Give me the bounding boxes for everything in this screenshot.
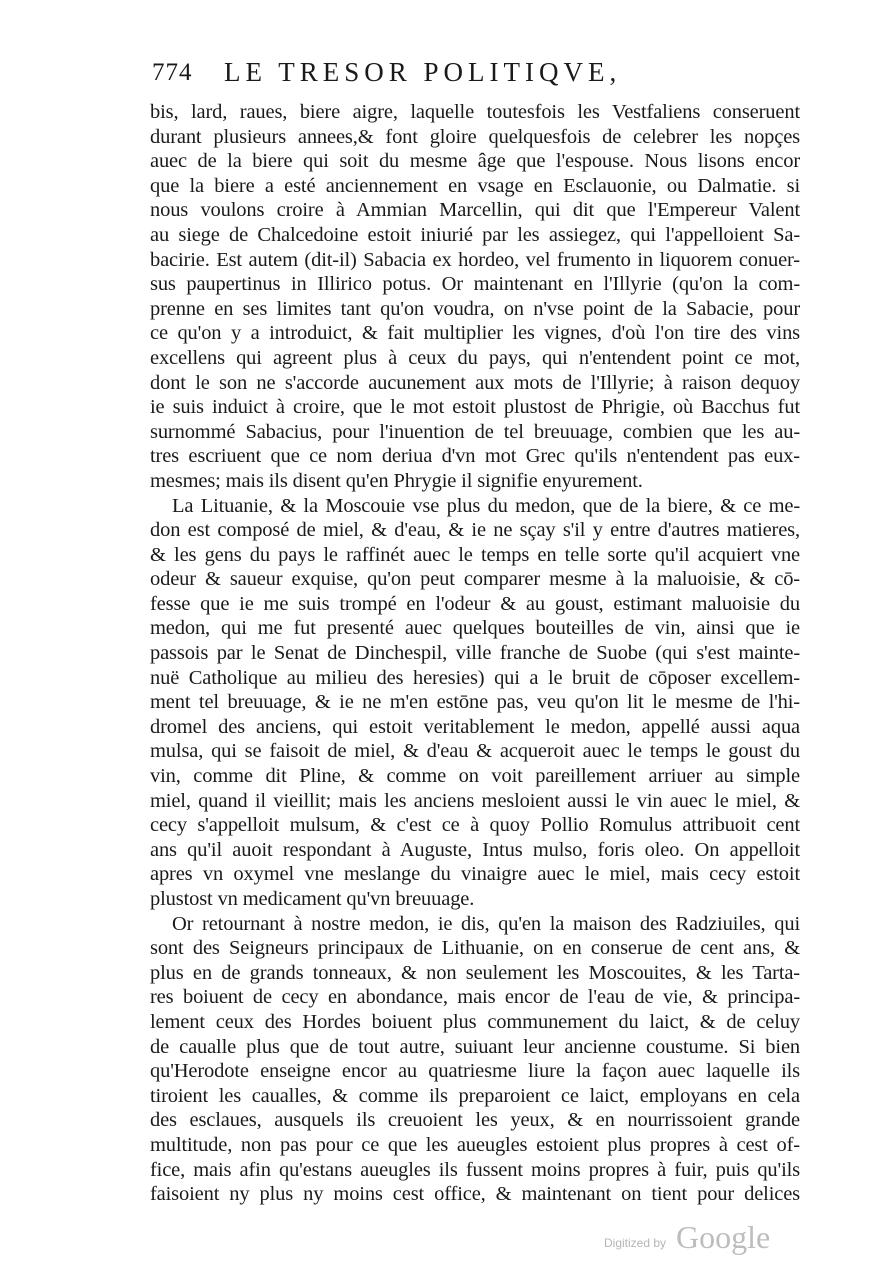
text-line: tiroient les caualles, & comme ils preparoient ce laict, employans en cela	[150, 1084, 800, 1107]
text-line: medon, qui me fut presenté auec quelques bouteilles de vin, ainsi que ie	[150, 617, 800, 640]
text-line: dromel des anciens, qui estoit veritablement le medon, appellé aussi aqua	[150, 715, 800, 738]
text-line: sont des Seigneurs principaux de Lithuanie, on en conserue de cent ans, &	[150, 937, 800, 960]
text-line: vin, comme dit Pline, & comme on voit pareillement arriuer au simple	[150, 765, 800, 788]
digitization-watermark	[604, 1219, 804, 1259]
text-line: ans qu'il auoit respondant à Auguste, Intus mulso, foris oleo. On appelloit	[150, 838, 800, 861]
text-line: que la biere a esté anciennement en vsage en Esclauonie, ou Dalmatie. si	[150, 174, 800, 197]
text-line: & les gens du pays le raffinét auec le temps en telle sorte qu'il acquiert vne	[150, 543, 800, 566]
text-line: nuë Catholique au milieu des heresies) qui a le bruit de cōposer excellem-	[150, 666, 800, 689]
body-text	[150, 100, 800, 1207]
text-line: ment tel breuuage, & ie ne m'en estōne pas, veu qu'on lit le mesme de l'hi-	[150, 691, 800, 714]
text-line: apres vn oxymel vne meslange du vinaigre auec le miel, mais cecy estoit	[150, 863, 800, 886]
text-line: de caualle plus que de tout autre, suiuant leur ancienne coustume. Si bien	[150, 1035, 800, 1058]
text-line: bacirie. Est autem (dit-il) Sabacia ex hordeo, vel frumento in liquorem conuer-	[150, 248, 800, 271]
text-line: plustost vn medicament qu'vn breuuage.	[150, 888, 475, 910]
running-title: LE TRESOR POLITIQVE,	[224, 57, 622, 87]
text-line: fice, mais afin qu'estans aueugles ils fussent moins propres à fuir, puis qu'ils	[150, 1158, 800, 1181]
text-line: tres escriuent que ce nom deriua d'vn mot Grec qu'ils n'entendent pas eux-	[150, 445, 800, 468]
watermark-prefix: Digitized by	[604, 1236, 667, 1250]
text-line: nous voulons croire à Ammian Marcellin, qui dit que l'Empereur Valent	[150, 199, 800, 222]
text-line: prenne en ses limites tant qu'on voudra, on n'vse point de la Sabacie, pour	[150, 297, 800, 320]
text-line: dont le son ne s'accorde aucunement aux mots de l'Illyrie; à raison dequoy	[150, 371, 800, 394]
page-number: 774	[152, 59, 193, 86]
text-line: surnommé Sabacius, pour l'inuention de tel breuuage, combien que les au-	[150, 420, 800, 443]
text-line: faisoient ny plus ny moins cest office, & maintenant on tient pour delices	[150, 1183, 800, 1206]
page-header	[152, 57, 792, 93]
paragraph-start-line: Or retournant à nostre medon, ie dis, qu'en la maison des Radziuiles, qui	[172, 912, 800, 935]
text-line: auec de la biere qui soit du mesme âge que l'espouse. Nous lisons encor	[150, 150, 800, 173]
text-line: cecy s'appelloit mulsum, & c'est ce à quoy Pollio Romulus attribuoit cent	[150, 814, 800, 837]
text-line: lement ceux des Hordes boiuent plus communement du laict, & de celuy	[150, 1010, 800, 1033]
text-line: des esclaues, ausquels ils creuoient les yeux, & en nourrissoient grande	[150, 1109, 800, 1132]
text-line: passois par le Senat de Dinchespil, ville franche de Suobe (qui s'est mainte-	[150, 642, 800, 665]
text-line: ce qu'on y a introduict, & fait multiplier les vignes, d'où l'on tire des vins	[150, 322, 800, 345]
paragraph-start-line: La Lituanie, & la Moscouie vse plus du medon, que de la biere, & ce me-	[172, 494, 800, 517]
text-line: au siege de Chalcedoine estoit iniurié par les assiegez, qui l'appelloient Sa-	[150, 223, 800, 246]
text-line: qu'Herodote enseigne encor au quatriesme liure la façon auec laquelle ils	[150, 1060, 800, 1083]
text-line: multitude, non pas pour ce que les aueugles estoient plus propres à cest of-	[150, 1133, 800, 1156]
text-line: mulsa, qui se faisoit de miel, & d'eau & acqueroit auec le temps le goust du	[150, 740, 800, 763]
text-line: fesse que ie me suis trompé en l'odeur & au goust, estimant maluoisie du	[150, 592, 800, 615]
text-line: miel, quand il vieillit; mais les anciens mesloient aussi le vin auec le miel, &	[150, 789, 800, 812]
text-line: durant plusieurs annees,& font gloire quelquesfois de celebrer les nopçes	[150, 125, 800, 148]
text-line: bis, lard, raues, biere aigre, laquelle toutesfois les Vestfaliens conseruent	[150, 101, 800, 123]
text-line: excellens qui agreent plus à ceux du pays, qui n'entendent point ce mot,	[150, 346, 800, 369]
text-line: mesmes; mais ils disent qu'en Phrygie il signifie enyurement.	[150, 469, 643, 492]
watermark-logo: Google	[676, 1219, 771, 1255]
text-line: res boiuent de cecy en abondance, mais encor de l'eau de vie, & principa-	[150, 986, 800, 1009]
text-line: ie suis induict à croire, que le mot estoit plustost de Phrigie, où Bacchus fut	[150, 396, 800, 419]
text-line: sus paupertinus in Illirico potus. Or maintenant en l'Illyrie (qu'on la com-	[150, 273, 800, 296]
text-line: odeur & saueur exquise, qu'on peut comparer mesme à la maluoisie, & cō-	[150, 568, 800, 591]
text-line: don est composé de miel, & d'eau, & ie ne sçay s'il y entre d'autres matieres,	[150, 519, 800, 542]
text-line: plus en de grands tonneaux, & non seulement les Moscouites, & les Tarta-	[150, 961, 800, 984]
